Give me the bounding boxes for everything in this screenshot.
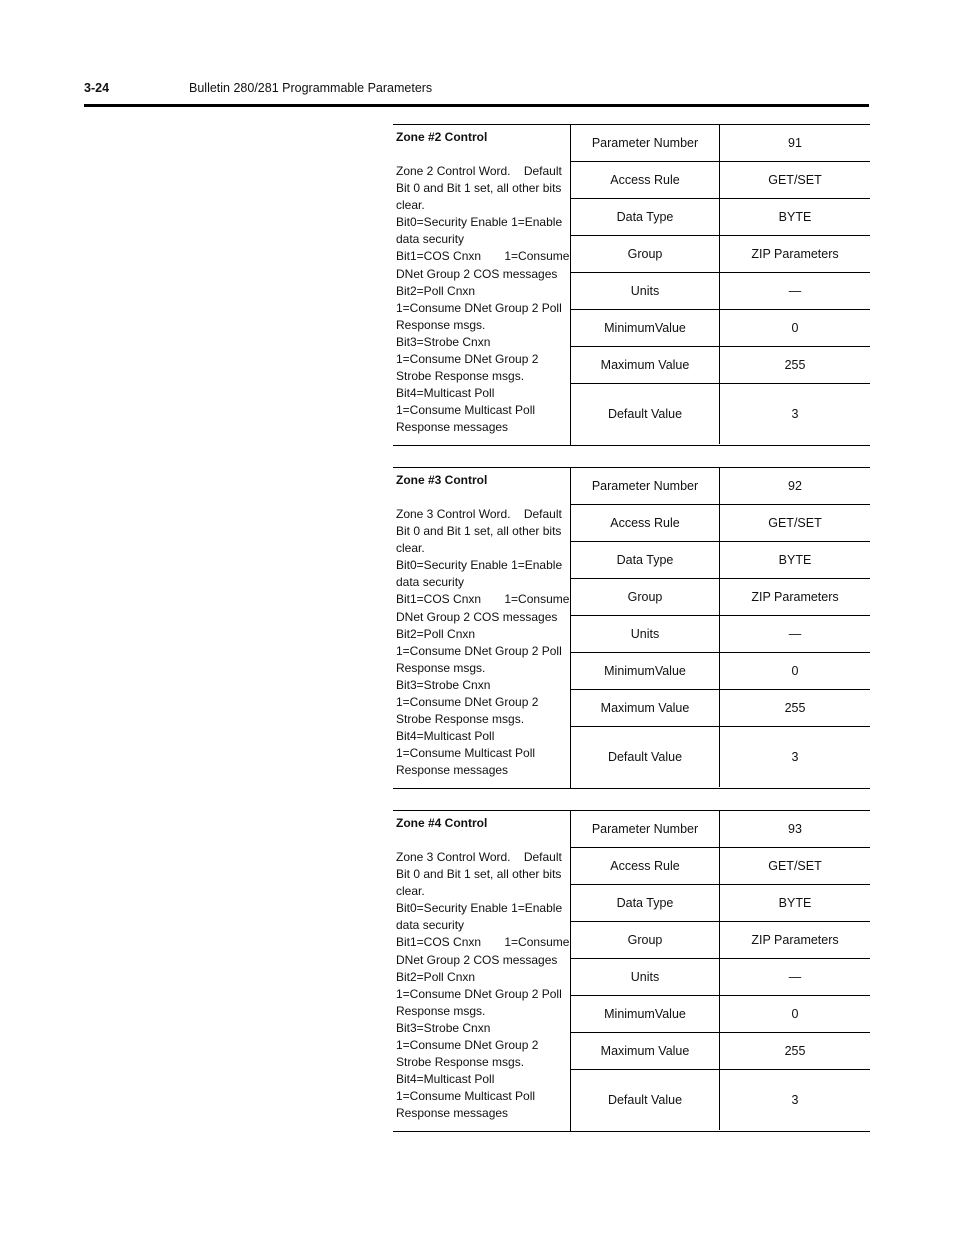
parameter-title: Zone #3 Control: [396, 473, 488, 487]
description-line: 1=Consume DNet Group 2 Poll: [396, 986, 562, 1001]
attribute-label: Access Rule: [571, 505, 720, 541]
attribute-row: [571, 542, 870, 579]
description-line: data security: [396, 575, 465, 590]
attribute-value: 3: [791, 407, 799, 421]
attribute-value: 91: [788, 136, 802, 150]
parameter-block: [393, 810, 870, 1132]
attribute-row: [571, 653, 870, 690]
attribute-value: BYTE: [778, 553, 812, 567]
attribute-row: [571, 347, 870, 384]
attribute-row: [571, 162, 870, 199]
attribute-label: Group: [571, 236, 720, 272]
attribute-label: Group: [571, 922, 720, 958]
attribute-label: Access Rule: [571, 848, 720, 884]
description-line: Response messages: [396, 763, 509, 778]
description-line: Bit4=Multicast Poll: [396, 729, 495, 744]
description-line: Bit1=COS Cnxn 1=Consume: [396, 592, 570, 607]
attribute-label: Parameter Number: [571, 468, 720, 504]
attribute-label: Maximum Value: [571, 347, 720, 383]
attribute-row: [571, 811, 870, 848]
attribute-label: MinimumValue: [571, 653, 720, 689]
description-line: 1=Consume DNet Group 2 Poll: [396, 300, 562, 315]
description-line: DNet Group 2 COS messages: [396, 609, 558, 624]
description-line: Bit4=Multicast Poll: [396, 386, 495, 401]
attribute-grid: [571, 468, 870, 788]
description-line: Bit1=COS Cnxn 1=Consume: [396, 935, 570, 950]
parameter-description: [393, 468, 571, 788]
attribute-label: Data Type: [571, 199, 720, 235]
description-line: Bit1=COS Cnxn 1=Consume: [396, 249, 570, 264]
attribute-value: 93: [788, 822, 802, 836]
description-line: Bit3=Strobe Cnxn: [396, 677, 491, 692]
attribute-row: [571, 690, 870, 727]
attribute-value: ZIP Parameters: [751, 247, 839, 261]
description-line: Response msgs.: [396, 660, 486, 675]
attribute-value: 92: [788, 479, 802, 493]
attribute-label: Parameter Number: [571, 125, 720, 161]
description-line: Response msgs.: [396, 1003, 486, 1018]
description-line: 1=Consume Multicast Poll: [396, 403, 536, 418]
description-line: Zone 3 Control Word. Default: [396, 850, 562, 864]
description-line: Response messages: [396, 420, 509, 435]
description-line: 1=Consume Multicast Poll: [396, 1089, 536, 1104]
attribute-label: Parameter Number: [571, 811, 720, 847]
description-line: Bit2=Poll Cnxn: [396, 626, 476, 641]
attribute-row: [571, 1070, 870, 1130]
parameter-block: [393, 124, 870, 446]
description-line: 1=Consume DNet Group 2: [396, 352, 539, 367]
description-line: DNet Group 2 COS messages: [396, 952, 558, 967]
attribute-label: MinimumValue: [571, 996, 720, 1032]
attribute-label: Data Type: [571, 542, 720, 578]
attribute-value: —: [788, 970, 802, 984]
attribute-label: Units: [571, 616, 720, 652]
page-header: [84, 80, 869, 107]
description-line: Bit 0 and Bit 1 set, all other bits: [396, 524, 562, 539]
description-line: Bit0=Security Enable 1=Enable: [396, 215, 563, 230]
attribute-label: Access Rule: [571, 162, 720, 198]
attribute-value: ZIP Parameters: [751, 590, 839, 604]
description-line: clear.: [396, 198, 425, 213]
attribute-value: 255: [784, 1044, 806, 1058]
description-line: 1=Consume DNet Group 2 Poll: [396, 643, 562, 658]
attribute-row: [571, 505, 870, 542]
attribute-value: GET/SET: [768, 173, 822, 187]
attribute-value: 0: [791, 321, 799, 335]
description-line: data security: [396, 232, 465, 247]
attribute-value: BYTE: [778, 210, 812, 224]
attribute-value: GET/SET: [768, 516, 822, 530]
description-line: Bit0=Security Enable 1=Enable: [396, 901, 563, 916]
attribute-grid: [571, 125, 870, 445]
attribute-label: Default Value: [571, 727, 720, 787]
attribute-row: [571, 727, 870, 787]
attribute-value: 255: [784, 701, 806, 715]
attribute-row: [571, 236, 870, 273]
description-line: Bit3=Strobe Cnxn: [396, 334, 491, 349]
attribute-row: [571, 125, 870, 162]
attribute-row: [571, 848, 870, 885]
description-line: 1=Consume Multicast Poll: [396, 746, 536, 761]
description-line: clear.: [396, 884, 425, 899]
attribute-label: Default Value: [571, 384, 720, 444]
attribute-label: Maximum Value: [571, 1033, 720, 1069]
attribute-value: 3: [791, 750, 799, 764]
attribute-label: Units: [571, 273, 720, 309]
attribute-label: Default Value: [571, 1070, 720, 1130]
description-line: Strobe Response msgs.: [396, 1055, 525, 1070]
attribute-value: 0: [791, 664, 799, 678]
attribute-row: [571, 273, 870, 310]
description-line: Response msgs.: [396, 317, 486, 332]
attribute-row: [571, 579, 870, 616]
attribute-grid: [571, 811, 870, 1131]
description-line: 1=Consume DNet Group 2: [396, 695, 539, 710]
attribute-value: —: [788, 284, 802, 298]
description-line: Strobe Response msgs.: [396, 369, 525, 384]
attribute-value: 0: [791, 1007, 799, 1021]
attribute-row: [571, 384, 870, 444]
attribute-row: [571, 310, 870, 347]
description-line: Response messages: [396, 1106, 509, 1121]
description-line: 1=Consume DNet Group 2: [396, 1038, 539, 1053]
attribute-value: 3: [791, 1093, 799, 1107]
description-line: Bit3=Strobe Cnxn: [396, 1020, 491, 1035]
attribute-label: MinimumValue: [571, 310, 720, 346]
attribute-row: [571, 1033, 870, 1070]
attribute-row: [571, 996, 870, 1033]
parameter-description: [393, 811, 571, 1131]
description-line: Bit4=Multicast Poll: [396, 1072, 495, 1087]
description-line: Bit2=Poll Cnxn: [396, 283, 476, 298]
attribute-label: Group: [571, 579, 720, 615]
parameter-title: Zone #2 Control: [396, 130, 488, 144]
attribute-row: [571, 959, 870, 996]
description-line: Bit0=Security Enable 1=Enable: [396, 558, 563, 573]
attribute-label: Units: [571, 959, 720, 995]
attribute-row: [571, 616, 870, 653]
attribute-value: BYTE: [778, 896, 812, 910]
parameter-block: [393, 467, 870, 789]
attribute-label: Data Type: [571, 885, 720, 921]
attribute-value: 255: [784, 358, 806, 372]
description-line: Zone 3 Control Word. Default: [396, 507, 562, 521]
page-number: 3-24: [84, 81, 110, 95]
description-line: data security: [396, 918, 465, 933]
attribute-row: [571, 885, 870, 922]
attribute-row: [571, 468, 870, 505]
parameter-title: Zone #4 Control: [396, 816, 488, 830]
attribute-row: [571, 199, 870, 236]
description-line: clear.: [396, 541, 425, 556]
attribute-label: Maximum Value: [571, 690, 720, 726]
attribute-value: —: [788, 627, 802, 641]
attribute-value: GET/SET: [768, 859, 822, 873]
description-line: Zone 2 Control Word. Default: [396, 164, 562, 178]
description-line: Strobe Response msgs.: [396, 712, 525, 727]
description-line: Bit2=Poll Cnxn: [396, 969, 476, 984]
running-title: Bulletin 280/281 Programmable Parameters: [189, 81, 433, 95]
description-line: DNet Group 2 COS messages: [396, 266, 558, 281]
attribute-value: ZIP Parameters: [751, 933, 839, 947]
description-line: Bit 0 and Bit 1 set, all other bits: [396, 867, 562, 882]
parameter-description: [393, 125, 571, 445]
attribute-row: [571, 922, 870, 959]
description-line: Bit 0 and Bit 1 set, all other bits: [396, 181, 562, 196]
